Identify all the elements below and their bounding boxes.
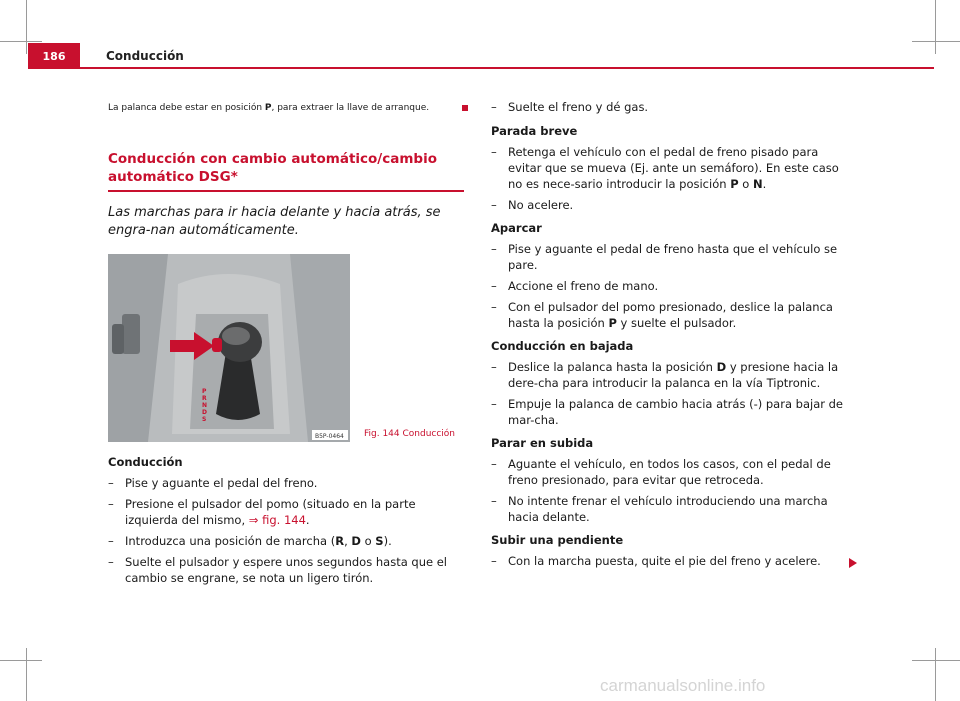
crop-mark <box>935 648 936 701</box>
continue-arrow-icon <box>849 558 857 568</box>
list-item: – No intente frenar el vehículo introduciendo una marcha hacia delante. <box>491 494 828 524</box>
intro-note: La palanca debe estar en posición P, para extraer la llave de arranque. <box>108 100 460 116</box>
list-item: – Suelte el pulsador y espere unos segundos hasta que el cambio se engrane, se nota un ligero tirón. <box>108 555 447 585</box>
crop-mark <box>26 648 27 701</box>
header-rule <box>80 67 934 69</box>
list-item: – Con el pulsador del pomo presionado, deslice la palanca hasta la posición P y suelte el pulsador. <box>491 300 833 330</box>
section-subtitle: Las marchas para ir hacia delante y hacia atrás, se engra-nan automáticamente. <box>108 205 441 238</box>
list-item: – Pise y aguante el pedal de freno hasta que el vehículo se pare. <box>491 242 838 272</box>
section-title: Conducción con cambio automático/cambio automático DSG* <box>108 150 464 192</box>
heading-parar-subida: Parar en subida <box>491 436 594 450</box>
list-item: – Empuje la palanca de cambio hacia atrás (-) para bajar de mar-cha. <box>491 397 844 427</box>
list-item: – Retenga el vehículo con el pedal de freno pisado para evitar que se mueva (Ej. ante un semáforo). En este caso no es nece-sario introducir la posición P o N. <box>491 145 839 191</box>
gear-label-d: D <box>202 409 207 416</box>
heading-parada-breve: Parada breve <box>491 124 578 138</box>
figure-144 <box>108 254 460 442</box>
list-item: – No acelere. <box>491 198 574 212</box>
crop-mark <box>912 41 960 42</box>
gear-label-r: R <box>202 395 207 402</box>
crop-mark <box>935 0 936 54</box>
list-item: – Presione el pulsador del pomo (situado en la parte izquierda del mismo, ⇒ fig. 144. <box>108 497 416 527</box>
gear-label-s: S <box>202 416 207 423</box>
list-item: – Suelte el freno y dé gas. <box>491 100 649 114</box>
figure-link[interactable]: ⇒ fig. 144 <box>248 513 306 527</box>
list-item: – Aguante el vehículo, en todos los casos, con el pedal de freno presionado, para evitar que retroceda. <box>491 457 831 487</box>
list-item: – Con la marcha puesta, quite el pie del freno y acelere. <box>491 553 843 569</box>
crop-mark <box>26 0 27 54</box>
list-item: – Introduzca una posición de marcha (R, D o S). <box>108 534 392 548</box>
figure-caption: Fig. 144 Conducción <box>364 429 456 439</box>
crop-mark <box>0 41 42 42</box>
crop-mark <box>912 660 960 661</box>
heading-conduccion-bajada: Conducción en bajada <box>491 339 634 353</box>
gear-lever-illustration <box>108 254 350 442</box>
watermark: carmanualsonline.info <box>600 676 766 695</box>
chapter-title: Conducción <box>106 49 184 63</box>
heading-subir-pendiente: Subir una pendiente <box>491 533 624 547</box>
crop-mark <box>0 660 42 661</box>
figure-code: B5P-0464 <box>315 433 344 440</box>
gear-label-n: N <box>202 402 208 409</box>
left-column <box>108 96 460 586</box>
right-column <box>491 96 843 569</box>
list-item: – Deslice la palanca hasta la posición D y presione hacia la dere-cha para introducir la palanca en la vía Tiptronic. <box>491 360 839 390</box>
page-number: 186 <box>28 43 80 69</box>
heading-conduccion: Conducción <box>108 455 183 469</box>
heading-aparcar: Aparcar <box>491 221 542 235</box>
list-item: – Accione el freno de mano. <box>491 279 659 293</box>
list-item: – Pise y aguante el pedal del freno. <box>108 476 318 490</box>
end-mark-icon <box>462 105 468 111</box>
gear-label-p: P <box>202 388 207 395</box>
